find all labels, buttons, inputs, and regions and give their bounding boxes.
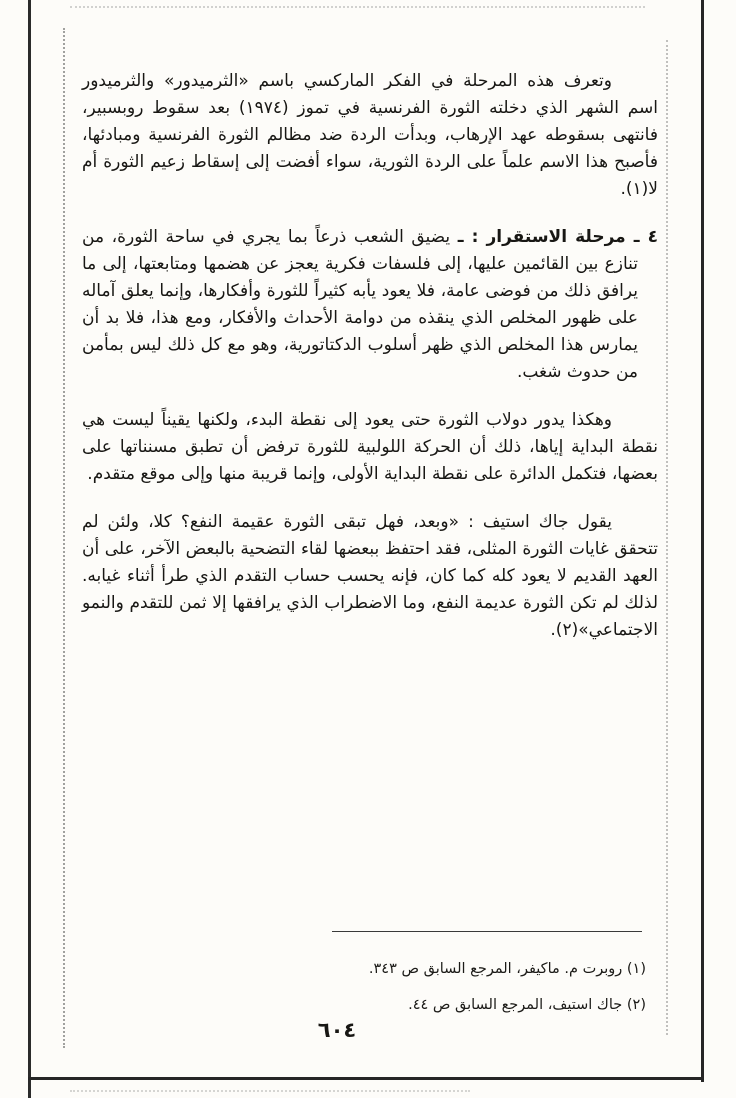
paragraph-thermidor: وتعرف هذه المرحلة في الفكر الماركسي باسم «الثرميدور» والثرميدور اسم الشهر الذي دخلته الثورة الفرنسية في تموز (١٩٧٤) بعد سقوط روبسبير، فانتهى بسقوطه عهد الإرهاب، وبدأت الردة ضد مظالم الثورة الفرنسية ومبادئها، فأصبح هذا الاسم علماً على الردة الثورية، سواء أفضت إلى إسقاط زعيم الثورة أم لا(١). [82,71,658,199]
paragraph-section-4-stability [82,224,658,386]
footnote-separator-line [332,931,642,932]
main-text-column [82,68,658,665]
scan-dotted-line-top [70,6,645,8]
scan-edge-line-right [701,0,704,1082]
section-4-body: يضيق الشعب ذرعاً بما يجري في ساحة الثورة، من تنازع بين القائمين عليها، إلى فلسفات فكرية يعجز عن هضمها ومتابعتها، إلى ما يرافق ذلك من فوضى عامة، فلا يعود يأبه كثيراً للثورة وأفكارها، وإنما يعلق آماله على ظهور المخلص الذي ينقذه من دوامة الأحداث والأفكار، ومع هذا، فلا بد أن يمارس هذا المخلص الذي ظهر أسلوب الدكتاتورية، وهو مع كل ذلك ليس بمأمن من حدوث شغب. [82,227,638,382]
paragraph-revolution-cycle: وهكذا يدور دولاب الثورة حتى يعود إلى نقطة البدء، ولكنها يقيناً ليست هي نقطة البداية إياها، ذلك أن الحركة اللولبية للثورة ترفض أن تطبق مسنناتها على بعضها، فتكمل الدائرة على نقطة البداية الأولى، وإنما قريبة منها وإلى موقع متقدم. [82,410,658,484]
scan-dotted-line-bottom [70,1090,470,1092]
scan-dotted-line-left [63,28,65,1048]
scan-edge-line-left [28,0,31,1098]
scan-edge-line-bottom [28,1077,704,1080]
section-4-heading: ٤ ـ مرحلة الاستقرار : ـ [457,227,659,247]
paragraph-estive-quote: يقول جاك استيف : «وبعد، فهل تبقى الثورة عقيمة النفع؟ كلا، ولئن لم تتحقق غايات الثورة المثلى، فقد احتفظ ببعضها لقاء التضحية بالبعض الآخر، على أن العهد القديم لا يعود كله كما كان، فإنه يحسب حساب التقدم الذي طرأ أثناء غيابه. لذلك لم تكن الثورة عديمة النفع، وما الاضطراب الذي يرافقها إلا ثمن للتقدم والنمو الاجتماعي»(٢). [82,512,658,640]
page-number: ٦٠٤ [317,1018,357,1042]
footnote-2: (٢) جاك استيف، المرجع السابق ص ٤٤. [408,997,646,1013]
scan-dotted-line-right [666,40,668,1035]
footnote-1: (١) روبرت م. ماكيفر، المرجع السابق ص ٣٤٣. [368,961,646,977]
